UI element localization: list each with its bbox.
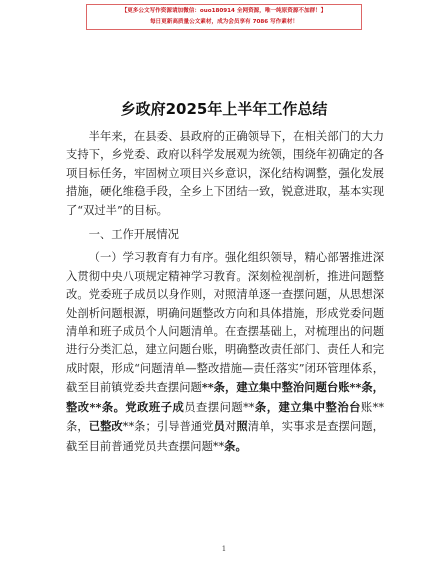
item-1-text-5: 对 xyxy=(225,420,237,434)
banner-line-2: 每日更新高质量公文素材，成为会员享有 7086 写作素材！ xyxy=(149,19,299,25)
page-number: 1 xyxy=(221,545,227,553)
item-1-bold-4: 员 xyxy=(213,419,225,434)
item-1-text-6: 清单，实事求是查摆问题，截至目前普通党员共查摆问题** xyxy=(66,420,384,453)
item-1-paragraph xyxy=(66,249,384,455)
section-heading-1: 一、工作开展情况 xyxy=(88,228,179,242)
item-1-bold-2: 条，建立集中整治台 xyxy=(254,399,361,414)
document-title: 乡政府2025年上半年工作总结 xyxy=(120,100,328,118)
item-1-bold-6: 条。 xyxy=(224,438,247,453)
document-body xyxy=(66,128,384,456)
item-1-lead: （一）学习教育有力有序。强化组织领导，精心部署推进深入贯彻中央八项规定精神学习教育。深刻检视剖析，推进问题整改。党委班子成员以身作则，对照清单逐一查摆问题，从思想深处剖析问题根源，明确问题整改方向和具体措施，形成党委问题清单和班子成员个人问题清单。在查摆基础上，对梳理出的问题进行分类汇总，建立问题台账，明确整改责任部门、责任人和完成时限，形成“问题清单—整改措施—责任落实”闭环管理体系，截至目前镇党委共查摆问题 xyxy=(66,251,384,395)
item-1-bold-5: 照 xyxy=(236,419,248,434)
banner-line-1: 【更多公文写作资源请加微信：ouo180914 全网资源，唯一纯原资源不加群！】 xyxy=(121,8,327,14)
item-1-text-4: **条；引导普通党 xyxy=(122,420,214,434)
promo-banner xyxy=(86,4,362,30)
item-1-bold-3: 已整改 xyxy=(88,419,123,434)
item-1-text-2: 员查摆问题** xyxy=(184,400,255,414)
item-1-text-3: 账**条， xyxy=(66,400,384,434)
item-1-bold-1: **条，建立集中整治问题台账**条，整改**条。党政班子成 xyxy=(66,380,384,414)
intro-paragraph: 半年来，在县委、县政府的正确领导下，在相关部门的大力支持下，乡党委、政府以科学发展观为统领，围绕年初确定的各项目标任务，牢固树立项目兴乡意识，深化结构调整，强化发展措施，硬化维稳手段，全乡上下团结一致，锐意进取，基本实现了“双过半”的目标。 xyxy=(66,130,384,217)
